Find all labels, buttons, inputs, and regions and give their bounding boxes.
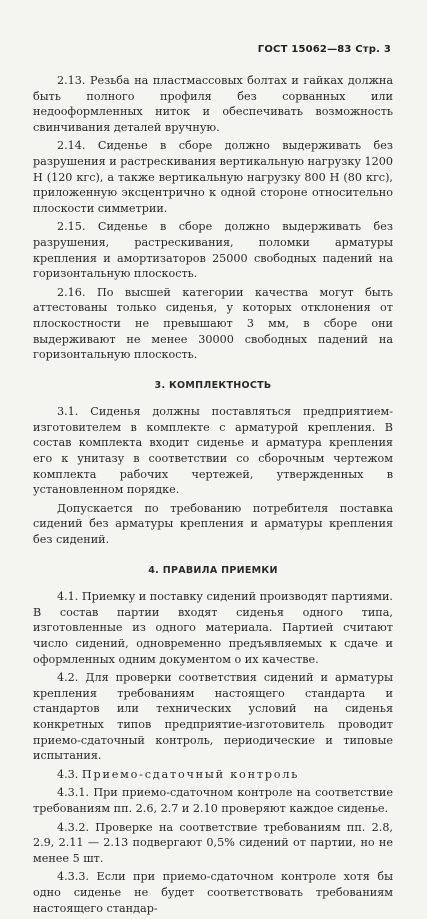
page-header: ГОСТ 15062—83 Стр. 3 [257,44,391,55]
paragraph-2-15: 2.15. Сиденье в сборе должно выдерживать без разрушения, растрескивания, поломки арматуры крепления и амортизаторов 25000 свободных падений на горизонтальную плоскость. [33,220,393,281]
section-heading-acceptance-rules: 4. ПРАВИЛА ПРИЕМКИ [148,564,278,576]
section-heading-completeness: 3. КОМПЛЕКТНОСТЬ [154,379,272,391]
paragraph-4-3-title: Приемо-сдаточный контроль [81,767,300,781]
paragraph-4-3-number: 4.3. [57,767,79,781]
paragraph-4-1: 4.1. Приемку и поставку сидений производят партиями. В состав партии входят сиденья одного типа, изготовленные из одного материала. Партией считают число сидений, одновременно предъявляемых к сдаче и оформленных одним документом о их качестве. [33,590,393,666]
document-body [33,73,393,919]
paragraph-4-2: 4.2. Для проверки соответствия сидений и арматуры крепления требованиям настоящего стандарта и стандартов или технических условий на сиденья конкретных типов предприятие-изготовитель проводит приемо-сдаточный контроль, периодические и типовые испытания. [33,671,393,763]
paragraph-3-1: 3.1. Сиденья должны поставляться предприятием-изготовителем в комплекте с арматурой крепления. В состав комплекта входит сиденье и арматура крепления его к унитазу в соответствии со сборочным чертежом комплекта рабочих чертежей, утвержденных в установленном порядке. [33,405,393,497]
paragraph-2-16: 2.16. По высшей категории качества могут быть аттестованы только сиденья, у которых отклонения от плоскостности не превышают 3 мм, в сборе они выдерживают не менее 30000 свободных падений на горизонтальную плоскость. [33,285,393,362]
paragraph-2-14: 2.14. Сиденье в сборе должно выдерживать без разрушения и растрескивания вертикальную нагрузку 1200 Н (120 кгс), а также вертикальную нагрузку 800 Н (80 кгс), приложенную эксцентрично к одной стороне относительно плоскости симметрии. [33,139,393,215]
paragraph-4-3-2: 4.3.2. Проверке на соответствие требованиям пп. 2.8, 2.9, 2.11 — 2.13 подвергают 0,5% сидений от партии, но не менее 5 шт. [33,820,393,865]
paragraph-4-3 [33,767,393,783]
paragraph-2-13: 2.13. Резьба на пластмассовых болтах и гайках должна быть полного профиля без сорванных или недооформленных ниток и обеспечивать возможность свинчивания деталей вручную. [33,74,393,134]
paragraph-4-3-3: 4.3.3. Если при приемо-сдаточном контроле хотя бы одно сиденье не будет соответствовать требованиям настоящего стандар- [33,870,393,915]
paragraph-4-3-1: 4.3.1. При приемо-сдаточном контроле на соответствие требованиям пп. 2.6, 2.7 и 2.10 проверяют каждое сиденье. [33,786,393,815]
paragraph-3-1-note: Допускается по требованию потребителя поставка сидений без арматуры крепления и арматуры крепления без сидений. [33,501,393,547]
